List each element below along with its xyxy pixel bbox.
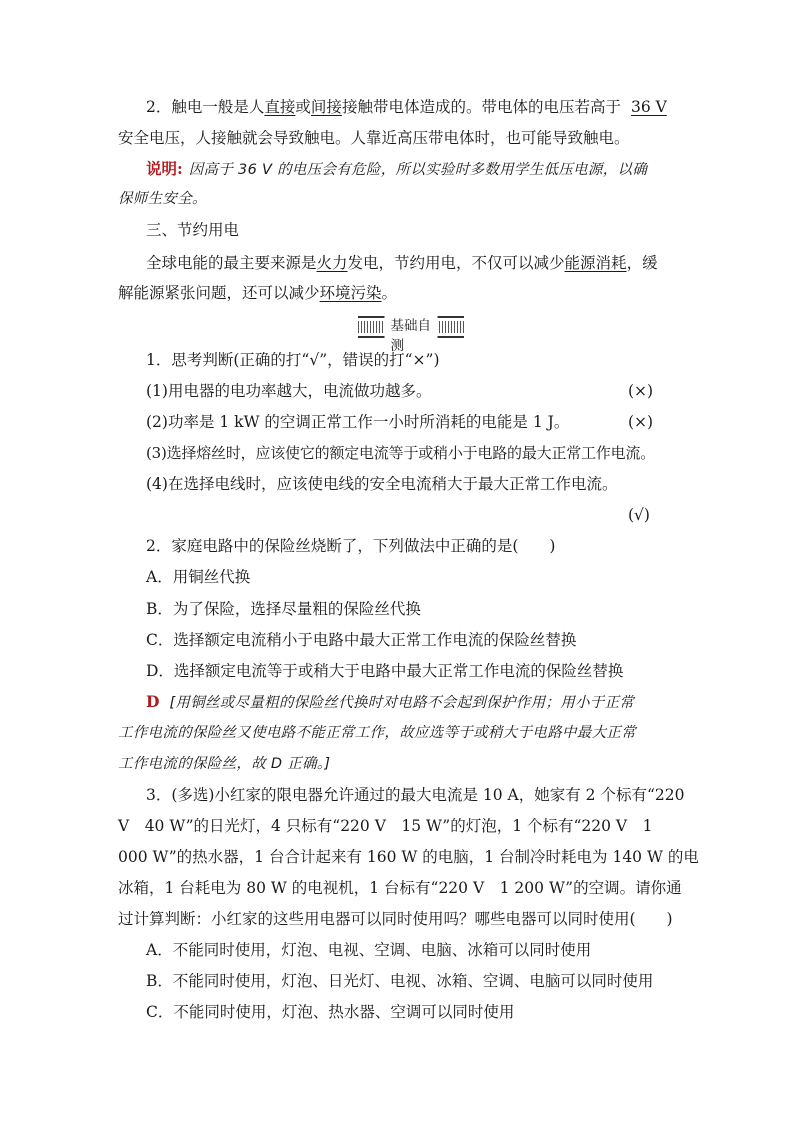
text: 或 — [295, 98, 311, 116]
blank-thermal: 火力 — [316, 254, 348, 272]
paragraph-electric-shock — [146, 96, 667, 118]
text: 接触带电体造成的。带电体的电压若高于 — [341, 98, 621, 116]
judgement-item: (4)在选择电线时，应该使电线的安全电流稍大于最大正常工作电流。 — [146, 475, 618, 493]
text: 。 — [381, 284, 398, 302]
explanation-text: 工作电流的保险丝又使电路不能正常工作，故应选等于或稍大于电路中最大正常 — [118, 725, 636, 741]
blank-voltage: 36 V — [630, 98, 667, 116]
section-banner — [358, 316, 464, 354]
judgement-item: (2)功率是 1 kW 的空调正常工作一小时所消耗的电能是 1 J。 — [146, 413, 570, 431]
note-label: 说明: — [146, 159, 183, 178]
item-number: 2． — [146, 98, 172, 116]
judgement-mark: (×) — [628, 413, 654, 431]
question-3-line: 3．(多选)小红家的限电器允许通过的最大电流是 10 A，她家有 2 个标有“220 — [146, 786, 685, 804]
text: ，缓 — [626, 254, 658, 272]
question-3-line: 过计算判断：小红家的这些用电器可以同时使用吗？哪些电器可以同时使用( ) — [118, 910, 673, 928]
text: 全球电能的最主要来源是 — [146, 254, 317, 272]
option-b: B．为了保险，选择尽量粗的保险丝代换 — [146, 600, 421, 618]
answer-line — [146, 691, 634, 714]
blank-indirect: 间接 — [310, 98, 342, 116]
question-3-line: V 40 W”的日光灯，4 只标有“220 V 15 W”的灯泡，1 个标有“220 V 1 — [118, 817, 653, 835]
question-3-line: 冰箱，1 台耗电为 80 W 的电视机，1 台标有“220 V 1 200 W”的空调。请你通 — [118, 879, 682, 897]
paragraph-line — [118, 282, 397, 304]
judgement-mark: (√) — [628, 506, 650, 524]
judgement-mark: (×) — [628, 382, 654, 400]
judgement-item: (1)用电器的电功率越大，电流做功越多。 — [146, 382, 432, 400]
option-c: C．不能同时使用，灯泡、热水器、空调可以同时使用 — [146, 1003, 515, 1021]
option-c: C．选择额定电流稍小于电路中最大正常工作电流的保险丝替换 — [146, 631, 577, 649]
option-a: A．不能同时使用，灯泡、电视、空调、电脑、冰箱可以同时使用 — [146, 941, 592, 959]
text: 发电，节约用电，不仅可以减少 — [347, 254, 565, 272]
option-b: B．不能同时使用，灯泡、日光灯、电视、冰箱、空调、电脑可以同时使用 — [146, 972, 654, 990]
paragraph-save-power — [146, 252, 658, 274]
question-3-line: 000 W”的热水器，1 台合计起来有 160 W 的电脑，1 台制冷时耗电为 140 W 的电 — [118, 848, 699, 866]
blank-energy: 能源消耗 — [564, 254, 627, 272]
question-1-title: 1．思考判断(正确的打“√”，错误的打“×”) — [146, 351, 440, 369]
option-a: A．用铜丝代换 — [146, 568, 251, 586]
section-heading: 三、节约用电 — [146, 221, 240, 239]
text: 触电一般是人 — [171, 98, 265, 116]
blank-direct: 直接 — [264, 98, 296, 116]
paragraph-line: 安全电压，人接触就会导致触电。人靠近高压带电体时，也可能导致触电。 — [118, 129, 630, 147]
option-d: D．选择额定电流等于或稍大于电路中最大正常工作电流的保险丝替换 — [146, 662, 624, 680]
question-2-title: 2．家庭电路中的保险丝烧断了，下列做法中正确的是( ) — [146, 537, 556, 555]
answer-letter: D — [146, 692, 160, 711]
banner-label: 基础自测 — [385, 316, 438, 356]
explanation-text: 工作电流的保险丝，故 D 正确。] — [118, 756, 331, 772]
note-text: 因高于 36 V 的电压会有危险，所以实验时多数用学生低压电源，以确 — [188, 162, 648, 178]
judgement-item: (3)选择熔丝时，应该使它的额定电流等于或稍小于电路的最大正常工作电流。 — [146, 444, 656, 462]
note-text-cont: 保师生安全。 — [118, 191, 207, 207]
text: 解能源紧张问题，还可以减少 — [118, 284, 320, 302]
explanation-text: [用铜丝或尽量粗的保险丝代换时对电路不会起到保护作用；用小于正常 — [169, 695, 635, 711]
note-line — [146, 158, 647, 181]
blank-pollution: 环境污染 — [319, 284, 382, 302]
